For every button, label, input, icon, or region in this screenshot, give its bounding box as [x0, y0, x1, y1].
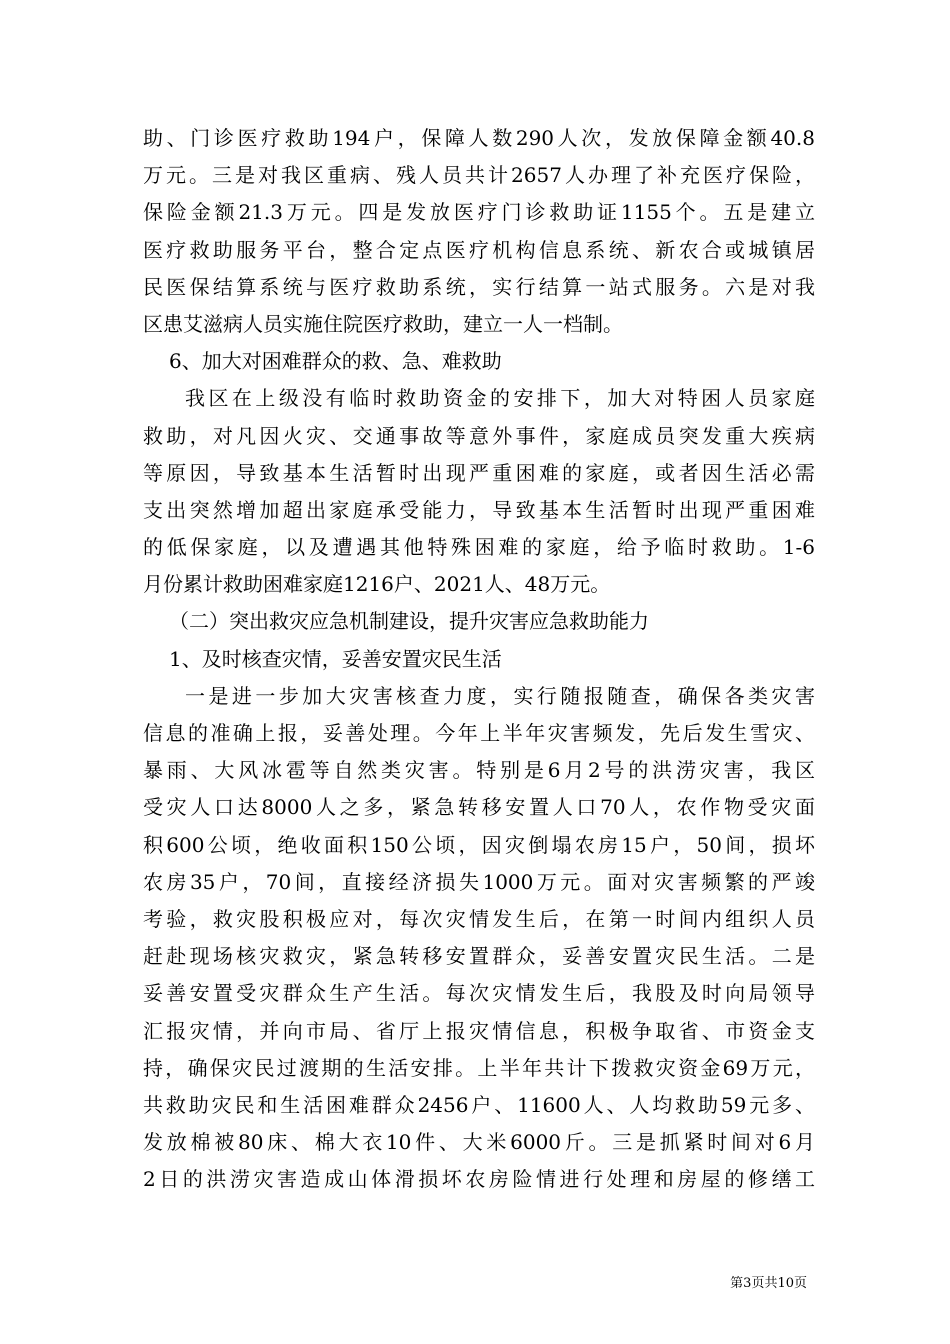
- text-line: 发放棉被80床、棉大衣10件、大米6000斤。三是抓紧时间对6月: [143, 1130, 815, 1155]
- text-line: 共救助灾民和生活困难群众2456户、11600人、人均救助59元多、: [143, 1092, 815, 1117]
- text-line: 我区在上级没有临时救助资金的安排下，加大对特困人员家庭: [185, 386, 815, 411]
- page-number-footer: 第3页共10页: [730, 1276, 807, 1291]
- text-line: 持，确保灾民过渡期的生活安排。上半年共计下拨救灾资金69万元，: [143, 1055, 815, 1080]
- document-body: [143, 120, 815, 1198]
- text-line: 赶赴现场核灾救灾，紧急转移安置群众，妥善安置灾民生活。二是: [143, 944, 815, 969]
- text-line: 妥善安置受灾群众生产生活。每次灾情发生后，我股及时向局领导: [143, 981, 815, 1006]
- text-line: 万元。三是对我区重病、残人员共计2657人办理了补充医疗保险，: [143, 163, 815, 188]
- text-line: 月份累计救助困难家庭1216户、2021人、48万元。: [143, 572, 611, 597]
- text-line: 等原因，导致基本生活暂时出现严重困难的家庭，或者因生活必需: [143, 460, 815, 485]
- text-line: 积600公顷，绝收面积150公顷，因灾倒塌农房15户，50间，损坏: [143, 832, 815, 857]
- section-heading: 1、及时核查灾情，妥善安置灾民生活: [169, 646, 502, 671]
- text-line: 救助，对凡因火灾、交通事故等意外事件，家庭成员突发重大疾病: [143, 423, 815, 448]
- text-line: 农房35户，70间，直接经济损失1000万元。面对灾害频繁的严竣: [143, 869, 815, 894]
- text-line: 区患艾滋病人员实施住院医疗救助，建立一人一档制。: [143, 311, 623, 336]
- text-line: 支出突然增加超出家庭承受能力，导致基本生活暂时出现严重困难: [143, 497, 815, 522]
- text-line: 的低保家庭，以及遭遇其他特殊困难的家庭，给予临时救助。1-6: [143, 535, 815, 560]
- text-line: 2日的洪涝灾害造成山体滑损坏农房险情进行处理和房屋的修缮工: [143, 1167, 815, 1192]
- text-line: 考验，救灾股积极应对，每次灾情发生后，在第一时间内组织人员: [143, 906, 815, 931]
- text-line: 暴雨、大风冰雹等自然类灾害。特别是6月2号的洪涝灾害，我区: [143, 758, 815, 783]
- text-line: 信息的准确上报，妥善处理。今年上半年灾害频发，先后发生雪灾、: [143, 721, 815, 745]
- text-line: 医疗救助服务平台，整合定点医疗机构信息系统、新农合或城镇居: [143, 237, 815, 262]
- section-heading: 6、加大对困难群众的救、急、难救助: [169, 349, 502, 374]
- text-line: 汇报灾情，并向市局、省厅上报灾情信息，积极争取省、市资金支: [143, 1018, 815, 1043]
- text-line: 助、门诊医疗救助194户，保障人数290人次，发放保障金额40.8: [143, 126, 815, 150]
- text-line: 保险金额21.3万元。四是发放医疗门诊救助证1155个。五是建立: [143, 200, 815, 225]
- text-line: 受灾人口达8000人之多，紧急转移安置人口70人，农作物受灾面: [143, 795, 815, 820]
- text-line: 一是进一步加大灾害核查力度，实行随报随查，确保各类灾害: [185, 683, 815, 708]
- section-heading: （二）突出救灾应急机制建设，提升灾害应急救助能力: [169, 609, 649, 634]
- text-line: 民医保结算系统与医疗救助系统，实行结算一站式服务。六是对我: [143, 274, 815, 299]
